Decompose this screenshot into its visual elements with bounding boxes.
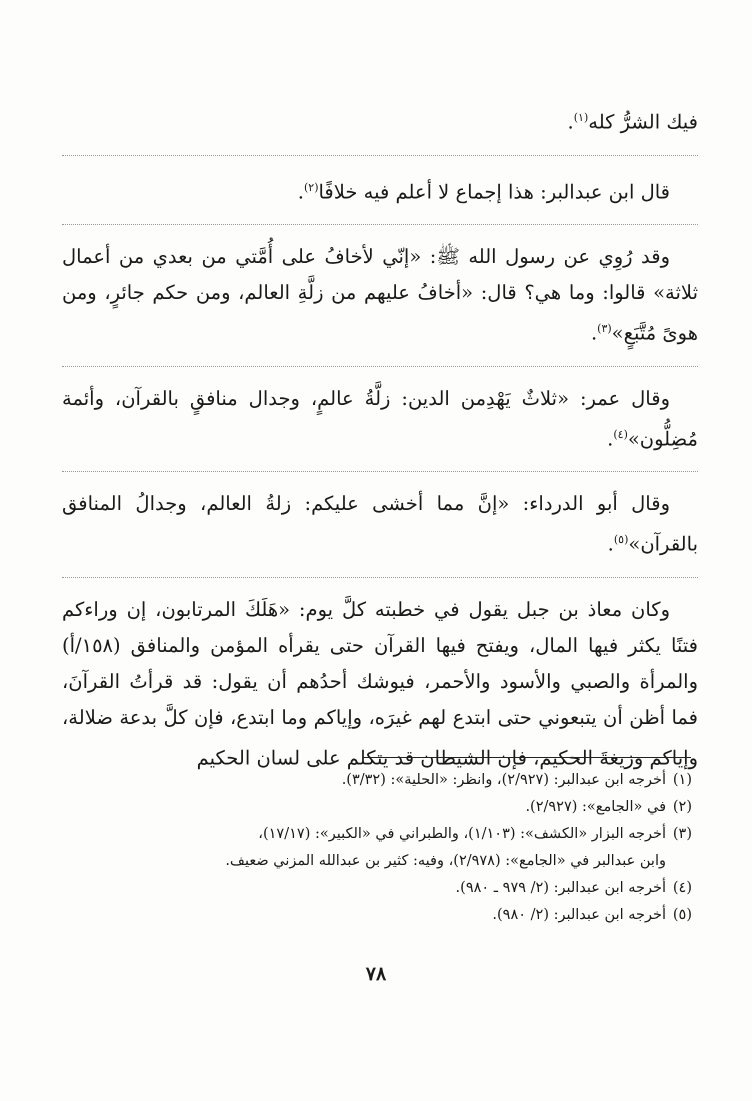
footnote-rule: [363, 757, 691, 758]
footnote: (٤)أخرجه ابن عبدالبر: (٢/ ٩٧٩ ـ ٩٨٠).: [455, 880, 692, 896]
footnote: (١)أخرجه ابن عبدالبر: (٢/٩٢٧)، وانظر: «الحلية»: (٣/٣٢).: [341, 772, 692, 788]
paragraph: قال ابن عبدالبر: هذا إجماع لا أعلم فيه خلافًا$^{(٢)}$.: [297, 180, 670, 203]
divider: [62, 366, 698, 367]
paragraph: وكان معاذ بن جبل يقول في خطبته كلَّ يوم: «هَلَكَ المرتابون، إن وراءكم فتنًا يكثر فيها المال، ويفتح فيها القرآن حتى يقرأه المؤمن والمنافق (١٥٨/أ) والمرأة والصبي والأسود والأحمر، فيوشك أحدُهم أن يقول: قد قرأتُ القرآنَ، فما أظن أن يتبعوني حتى ابتدع لهم غيرَه، وإياكم وما ابتدع، فإن كلَّ بدعة ضلالة، وإياكم وزيغةَ الحكيم، فإن الشيطان قد يتكلم على لسان الحكيم: [62, 597, 698, 769]
footnote: (٣)أخرجه البزار «الكشف»: (١/١٠٣)، والطبراني في «الكبير»: (١٧/١٧)،: [258, 826, 692, 842]
paragraph: وقال عمر: «ثلاثٌ يَهْدِمن الدين: زلَّةُ عالمٍ، وجدال منافقٍ بالقرآن، وأئمة مُضِلُّون»$^{(٤)}$.: [62, 386, 698, 450]
divider: [62, 577, 698, 578]
footnotes: [62, 767, 692, 929]
paragraph: فيك الشرُّ كله$^{(١)}$.: [567, 110, 698, 134]
divider: [62, 471, 698, 472]
footnote: (٥)أخرجه ابن عبدالبر: (٢/ ٩٨٠).: [492, 907, 692, 923]
paragraph: وقد رُوِي عن رسول الله ﷺ: «إنّي لأخافُ على أُمَّتي من بعدي من أعمال ثلاثة» قالوا: وما هي؟ قال: «أخافُ عليهم من زلَّةِ العالم، ومن حكم جائرٍ، ومن هوىً مُتَّبَعٍ»$^{(٣)}$.: [62, 245, 698, 345]
page-number: ٧٨: [365, 963, 387, 985]
footnote: وابن عبدالبر في «الجامع»: (٢/٩٧٨)، وفيه: كثير بن عبدالله المزني ضعيف.: [225, 853, 666, 869]
footnote: (٢)في «الجامع»: (٢/٩٢٧).: [525, 799, 692, 815]
divider: [62, 224, 698, 225]
paragraph: وقال أبو الدرداء: «إنَّ مما أخشى عليكم: زلةُ العالم، وجدالُ المنافق بالقرآن»$^{(٥)}$.: [62, 492, 698, 556]
divider: [62, 155, 698, 156]
main-text: [62, 100, 698, 790]
